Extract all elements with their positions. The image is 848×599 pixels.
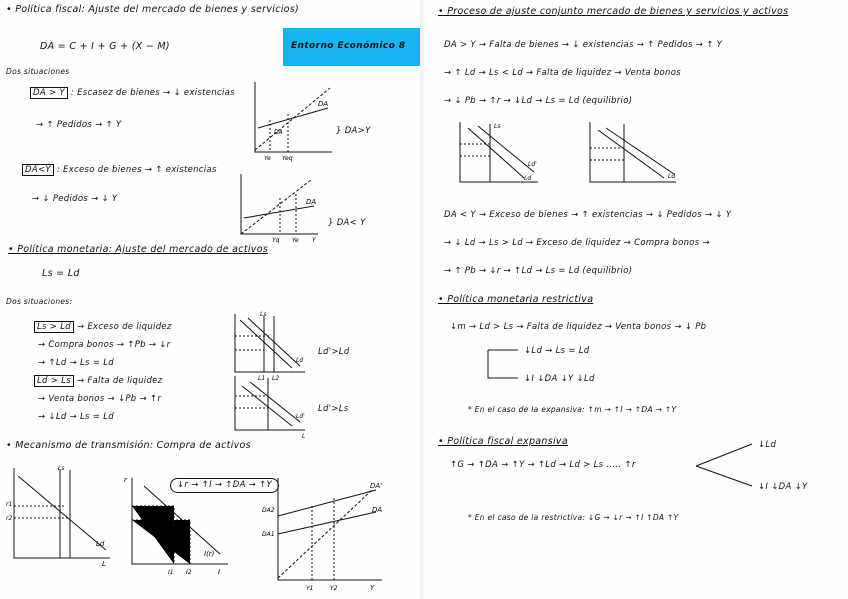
svg-text:L: L xyxy=(302,433,306,440)
svg-text:DA: DA xyxy=(274,129,283,136)
case-da-gt-y-text: : Escasez de bienes → ↓ existencias xyxy=(70,88,235,98)
svg-text:Ye: Ye xyxy=(292,237,299,244)
case-ls-gt-ld-text: → Exceso de liquidez xyxy=(76,322,172,332)
svg-text:DA: DA xyxy=(318,100,329,108)
svg-text:Y1: Y1 xyxy=(306,585,314,592)
svg-text:Yeq: Yeq xyxy=(282,155,293,162)
fiscal-line: ↑G → ↑DA → ↑Y → ↑Ld → Ld > Ls ..... ↑r xyxy=(450,460,636,470)
graph-investment xyxy=(124,476,234,576)
aggregate-demand-identity: DA = C + I + G + (X − M) xyxy=(40,41,170,52)
fiscal-branch-b: ↓I ↓DA ↓Y xyxy=(758,482,808,492)
restrictive-policy-title: • Política monetaria restrictiva xyxy=(438,294,594,305)
expansive-note: * En el caso de la expansiva: ↑m → ↑I → ↑DA → ↑Y xyxy=(468,405,677,414)
case-ld-gt-ls xyxy=(34,376,162,387)
right-page xyxy=(424,0,848,599)
fiscal-restrictive-note: * En el caso de la restrictiva: ↓G → ↓r → ↑I ↑DA ↑Y xyxy=(468,513,679,522)
case-da-lt-y xyxy=(22,165,217,176)
case-da-gt-y xyxy=(30,88,235,99)
restrictive-branch-bracket xyxy=(484,344,524,384)
svg-text:L: L xyxy=(102,560,106,568)
restrictive-branch-b: ↓I ↓DA ↓Y ↓Ld xyxy=(524,374,595,384)
process-row-1: DA > Y → Falta de bienes → ↓ existencias → ↑ Pedidos → ↑ Y xyxy=(444,40,723,50)
case-ls-gt-ld xyxy=(34,322,172,333)
case-ls-gt-ld-line3: → ↑Ld → Ls = Ld xyxy=(38,358,114,368)
svg-text:Ls: Ls xyxy=(494,123,501,130)
monetary-equilibrium: Ls = Ld xyxy=(42,268,80,279)
case-ld-gt-ls-line3: → ↓Ld → Ls = Ld xyxy=(38,412,114,422)
fiscal-policy-title: • Política fiscal: Ajuste del mercado de bienes y servicios) xyxy=(6,4,300,15)
case-ld-gt-ls-tag: Ld > Ls xyxy=(34,375,74,387)
svg-text:Ld: Ld xyxy=(96,540,105,548)
case-ld-gt-ls-result: Ld'>Ls xyxy=(318,404,349,414)
process-row-2: → ↑ Ld → Ls < Ld → Falta de liquidez → Venta bonos xyxy=(444,68,681,78)
graph-money-market xyxy=(6,466,116,566)
case-da-lt-y-tag: DA<Y xyxy=(22,164,54,176)
graph-da-lt-y xyxy=(236,172,326,242)
case-da-lt-y-line2: → ↓ Pedidos → ↓ Y xyxy=(32,194,118,204)
process-row-4: DA < Y → Exceso de bienes → ↑ existencias → ↓ Pedidos → ↓ Y xyxy=(444,210,732,220)
graph-ld-gt-ls xyxy=(230,374,310,440)
restrictive-line-1: ↓m → Ld > Ls → Falta de liquidez → Venta bonos → ↓ Pb xyxy=(450,322,707,332)
restrictive-branch-a: ↓Ld → Ls = Ld xyxy=(524,346,590,356)
svg-text:DA': DA' xyxy=(370,482,383,490)
case-da-gt-y-line2: → ↑ Pedidos → ↑ Y xyxy=(36,120,122,130)
case-ls-gt-ld-tag: Ls > Ld xyxy=(34,321,74,333)
svg-text:Ld: Ld xyxy=(296,357,304,364)
svg-text:Ld': Ld' xyxy=(528,161,537,168)
svg-text:DA: DA xyxy=(372,506,383,514)
svg-text:Ld': Ld' xyxy=(296,413,305,420)
graph-joint-money xyxy=(454,120,544,190)
topic-badge xyxy=(283,28,423,66)
svg-text:Yq: Yq xyxy=(272,237,280,244)
svg-text:DA: DA xyxy=(306,198,317,206)
svg-text:Y: Y xyxy=(370,584,375,592)
topic-badge-label: Entorno Económico 8 xyxy=(291,41,406,51)
fiscal-branch-lines xyxy=(692,436,762,496)
process-row-3: → ↓ Pb → ↑r → ↓Ld → Ls = Ld (equilibrio) xyxy=(444,96,633,106)
fiscal-branch-a: ↓Ld xyxy=(758,440,777,450)
svg-text:Ls: Ls xyxy=(58,465,65,472)
svg-text:r: r xyxy=(124,476,127,484)
svg-text:Y: Y xyxy=(312,237,316,244)
graph-da-gt-y xyxy=(250,80,340,160)
svg-text:I(r): I(r) xyxy=(204,550,215,558)
svg-text:DA2: DA2 xyxy=(262,507,275,514)
svg-text:r1: r1 xyxy=(6,501,13,508)
svg-text:r2: r2 xyxy=(6,515,13,522)
case-ls-gt-ld-result: Ld'>Ld xyxy=(318,347,350,357)
transmission-box: ↓r → ↑I → ↑DA → ↑Y xyxy=(170,478,279,493)
case-da-gt-y-tag: DA > Y xyxy=(30,87,68,99)
case-da-gt-y-result: } DA>Y xyxy=(336,126,371,136)
case-ls-gt-ld-line2: → Compra bonos → ↑Pb → ↓r xyxy=(38,340,171,350)
case-ld-gt-ls-line2: → Venta bonos → ↓Pb → ↑r xyxy=(38,394,162,404)
process-row-5: → ↓ Ld → Ls > Ld → Exceso de liquidez → Compra bonos → xyxy=(444,238,710,248)
graph-ls-gt-ld xyxy=(230,312,310,382)
case-ld-gt-ls-text: → Falta de liquidez xyxy=(76,376,163,386)
joint-adjustment-title: • Proceso de ajuste conjunto mercado de bienes y servicios y activos xyxy=(438,6,789,17)
svg-text:Ld: Ld xyxy=(524,175,532,182)
process-row-6: → ↑ Pb → ↓r → ↑Ld → Ls = Ld (equilibrio) xyxy=(444,266,633,276)
fiscal-expansive-title: • Política fiscal expansiva xyxy=(438,436,568,447)
transmission-title: • Mecanismo de transmisión: Compra de activos xyxy=(6,440,251,451)
case-da-lt-y-text: : Exceso de bienes → ↑ existencias xyxy=(56,165,217,175)
monetary-policy-title: • Política monetaria: Ajuste del mercado de activos xyxy=(8,244,269,255)
case-da-lt-y-result: } DA< Y xyxy=(328,218,366,228)
graph-joint-goods xyxy=(584,120,684,190)
svg-text:I: I xyxy=(218,568,221,576)
svg-text:I1: I1 xyxy=(168,569,174,576)
svg-text:L1: L1 xyxy=(258,375,266,382)
situations-label: Dos situaciones xyxy=(6,67,70,76)
svg-text:L2: L2 xyxy=(272,375,280,382)
svg-text:Ls: Ls xyxy=(260,311,267,318)
svg-text:Y2: Y2 xyxy=(330,585,338,592)
svg-text:Ye: Ye xyxy=(264,155,271,162)
graph-aggregate-demand xyxy=(262,476,392,592)
svg-text:DA1: DA1 xyxy=(262,531,275,538)
situations2-label: Dos situaciones: xyxy=(6,297,73,306)
svg-text:Ld: Ld xyxy=(668,173,676,180)
svg-text:I2: I2 xyxy=(186,569,192,576)
